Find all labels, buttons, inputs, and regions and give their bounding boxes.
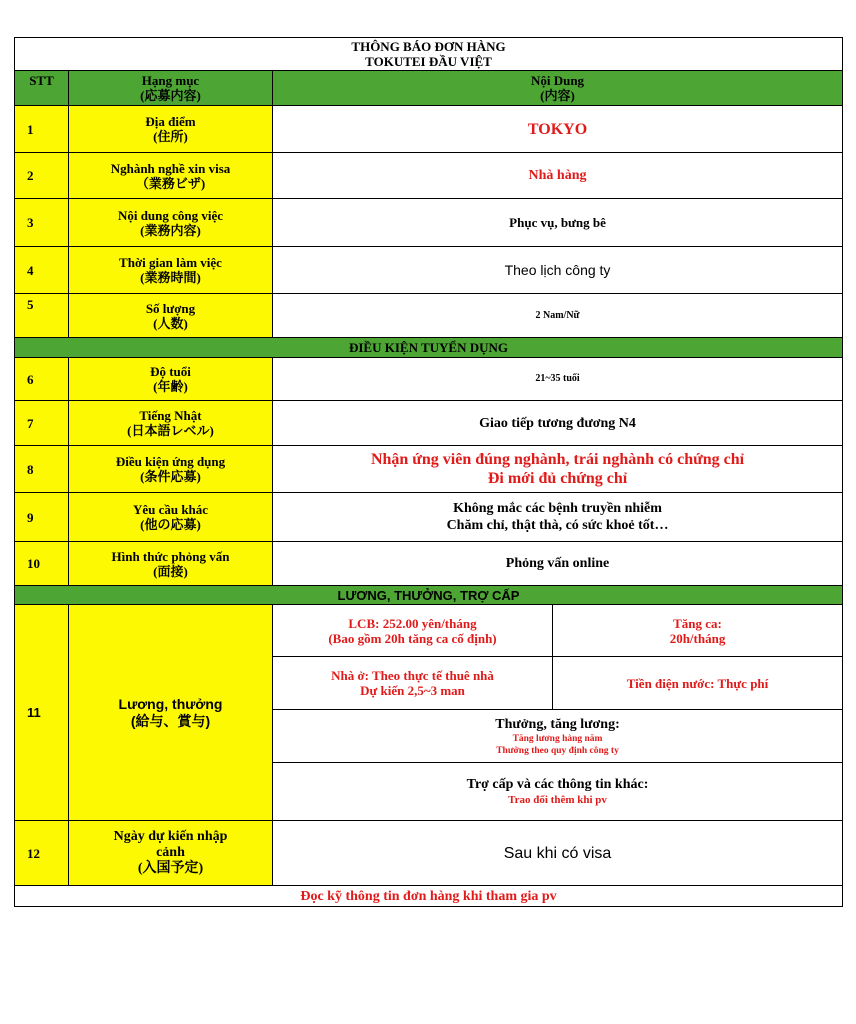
row-label-line-1: Ngày dự kiến nhập [113,829,228,844]
row-label [69,106,273,153]
row-label [69,542,273,586]
table-row [15,821,843,886]
row-label-jp: (給与、賞与) [130,712,211,729]
row-label-jp: (日本語レベル) [127,423,214,438]
row-label-jp: (入国予定) [137,861,204,876]
row-number: 1 [15,106,69,153]
row-value-quantity: 2 Nam/Nữ [273,294,843,338]
title-line-2: TOKUTEI ĐẦU VIỆT [365,54,492,69]
row-label-line-2: cảnh [156,845,185,860]
row-label-text: Nội dung công việc [117,207,224,223]
row-value-japanese: Giao tiếp tương đương N4 [273,401,843,446]
footer-row [15,886,843,907]
row-number: 8 [15,446,69,493]
column-header-row [15,71,843,106]
row-label-jp: (住所) [153,129,188,144]
row-label [69,247,273,294]
other-line-1: Không mắc các bệnh truyền nhiễm [453,501,662,516]
row-number: 5 [15,294,69,338]
row-value-age: 21~35 tuổi [273,358,843,401]
footer-note: Đọc kỹ thông tin đơn hàng khi tham gia pv [15,886,843,907]
row-label-text: Tiếng Nhật [139,408,202,423]
row-value-location: TOKYO [273,106,843,153]
row-label [69,358,273,401]
row-number: 7 [15,401,69,446]
section-header-row [15,586,843,605]
row-value-industry: Nhà hàng [273,153,843,199]
bonus-line-2: Thưởng theo quy định công ty [496,745,619,756]
header-content-jp: (内容) [540,88,575,103]
row-value-requirements [273,446,843,493]
allowance-line-1: Trao đổi thêm khi pv [508,794,607,806]
table-row [15,106,843,153]
row-label-jp: （業務ビザ) [135,175,206,191]
table-row [15,294,843,338]
row-label-text: Hình thức phỏng vấn [111,548,230,564]
row-label-jp: (業務内容) [140,222,201,238]
job-order-table [14,37,843,907]
section-conditions-title: ĐIỀU KIỆN TUYỂN DỤNG [15,338,843,358]
bonus-cell [273,710,843,763]
row-label-text: Yêu cầu khác [132,502,209,517]
row-number: 11 [15,605,69,821]
header-category-jp: (応募内容) [140,88,201,103]
row-value-entry: Sau khi có visa [273,821,843,886]
row-value-hours: Theo lịch công ty [273,247,843,294]
row-label-text: Số lượng [145,300,196,316]
row-number: 6 [15,358,69,401]
table-row [15,493,843,542]
salary-base-line-1: LCB: 252.00 yên/tháng [348,615,477,631]
overtime-line-2: 20h/tháng [669,630,726,646]
row-label-text: Độ tuổi [150,364,191,379]
table-row [15,247,843,294]
housing-line-1: Nhà ở: Theo thực tế thuê nhà [331,668,494,683]
section-header-row [15,338,843,358]
utilities-cell: Tiền điện nước: Thực phí [553,657,843,710]
row-label [69,446,273,493]
header-category-label: Hạng mục [141,73,200,88]
row-number: 3 [15,199,69,247]
row-label [69,605,273,821]
row-label-jp: (面接) [153,563,188,579]
row-label [69,493,273,542]
row-label-jp: (条件応募) [140,469,201,484]
salary-row-lcb [15,605,843,657]
table-row [15,358,843,401]
row-label-text: Nghành nghề xin visa [110,160,231,176]
row-label [69,294,273,338]
header-content [273,71,843,106]
row-number: 4 [15,247,69,294]
salary-base-cell [273,605,553,657]
housing-cell [273,657,553,710]
row-label [69,199,273,247]
other-line-2: Chăm chỉ, thật thà, có sức khoẻ tốt… [446,518,669,533]
bonus-line-1: Tăng lương hàng năm [512,733,603,744]
overtime-line-1: Tăng ca: [673,615,722,631]
row-number: 2 [15,153,69,199]
allowance-title: Trợ cấp và các thông tin khác: [466,777,649,792]
table-row [15,542,843,586]
overtime-cell [553,605,843,657]
row-label-text: Thời gian làm việc [119,255,222,270]
row-label-jp: (年齢) [153,379,188,394]
table-row [15,153,843,199]
table-row [15,446,843,493]
table-row [15,401,843,446]
requirement-line-1: Nhận ứng viên đúng nghành, trái nghành có chứng chỉ [370,451,745,468]
title-row [15,38,843,71]
row-value-interview: Phỏng vấn online [273,542,843,586]
requirement-line-2: Đi mới đủ chứng chỉ [487,470,628,487]
row-label-text: Lương, thưởng [118,695,223,712]
row-number: 10 [15,542,69,586]
row-label [69,821,273,886]
row-label-jp: (業務時間) [140,270,201,285]
row-value-other [273,493,843,542]
row-label-text: Điều kiện ứng dụng [115,454,226,469]
header-category [69,71,273,106]
allowance-cell [273,763,843,821]
row-label-jp: (人数) [153,315,188,331]
document-title [15,38,843,71]
row-label [69,153,273,199]
row-label [69,401,273,446]
housing-line-2: Dự kiến 2,5~3 man [360,683,465,698]
row-number: 12 [15,821,69,886]
section-salary-title: LƯƠNG, THƯỞNG, TRỢ CẤP [15,586,843,605]
row-number: 9 [15,493,69,542]
row-value-job: Phục vụ, bưng bê [273,199,843,247]
row-label-text: Địa điểm [145,114,196,129]
table-row [15,199,843,247]
header-content-label: Nội Dung [530,73,585,88]
bonus-title: Thưởng, tăng lương: [495,716,620,732]
title-line-1: THÔNG BÁO ĐƠN HÀNG [351,39,506,54]
salary-base-line-2: (Bao gồm 20h tăng ca cố định) [328,630,497,646]
row-label-jp: (他の応募) [140,517,201,532]
header-stt: STT [15,71,69,106]
